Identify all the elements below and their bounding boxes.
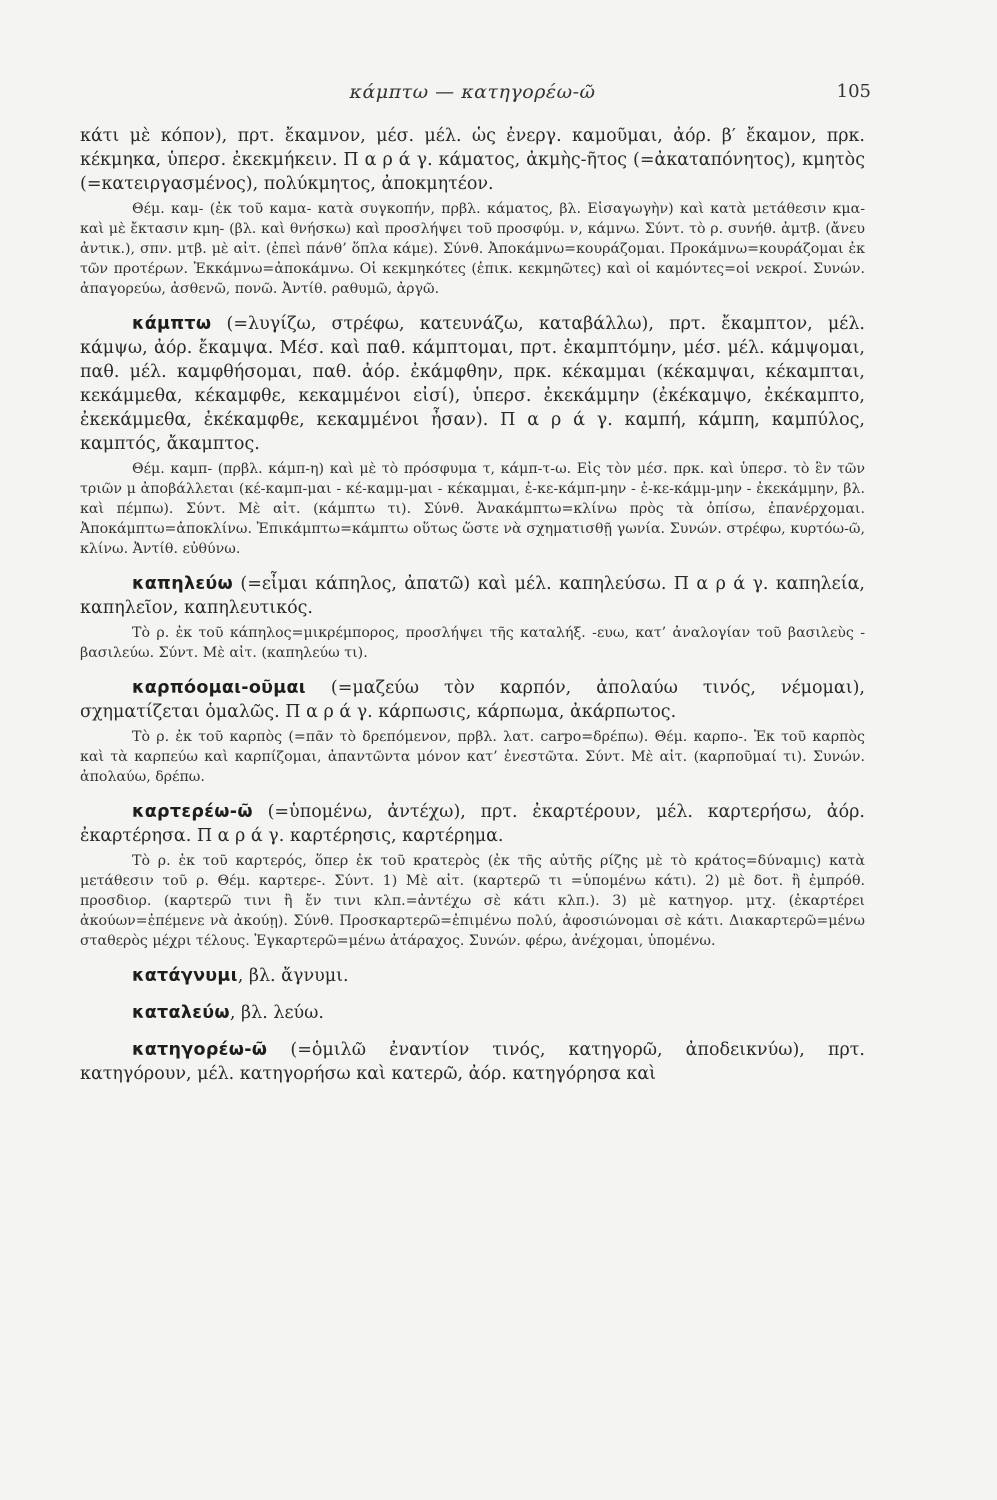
entry-kataleuo <box>80 1001 865 1025</box>
entry-body <box>80 312 865 456</box>
running-head-title: κάμπτω — κατηγορέω-ῶ <box>349 81 596 103</box>
entry-kategoreo <box>80 1038 865 1086</box>
entry-kampto <box>80 312 865 559</box>
headword: καρτερέω-ῶ <box>132 802 253 822</box>
headword: κάμπτω <box>132 314 212 334</box>
entry-body <box>80 1038 865 1086</box>
entry-text: , βλ. λεύω. <box>229 1003 324 1023</box>
entry-kartereo <box>80 800 865 951</box>
entry-text: , βλ. ἄγνυμι. <box>237 966 349 986</box>
entry-body <box>80 1001 865 1025</box>
entry-body <box>80 124 865 196</box>
entry-karpoomai <box>80 676 865 787</box>
entry-note: Θέμ. καμ- (ἐκ τοῦ καμα- κατὰ συγκοπήν, πρβλ. κάματος, βλ. Εἰσαγωγὴν) καὶ κατὰ μετάθεσιν κμα- καὶ μὲ ἔκτασιν κμη- (βλ. καὶ θνήσκω) καὶ προσλήψει τοῦ προσφύμ. ν, κάμνω. Σύντ. τὸ ρ. συνήθ. ἀμτβ. (ἄνευ ἀντικ.), σπν. μτβ. μὲ αἰτ. (ἐπεὶ πάνθ’ ὅπλα κάμε). Σύνθ. Ἀποκάμνω=κουράζομαι. Προκάμνω=κουράζομαι ἐκ τῶν προτέρων. Ἐκκάμνω=ἀποκάμνω. Οἱ κεκμηκότες (ἐπικ. κεκμηῶτες) καὶ οἱ καμόντες=οἱ νεκροί. Συνών. ἀπαγορεύω, ἀσθενῶ, πονῶ. Ἀντίθ. ραθυμῶ, ἀργῶ. <box>80 201 865 297</box>
entry-body <box>80 572 865 620</box>
entry-text: (=εἶμαι κάπηλος, ἀπατῶ) καὶ μέλ. καπηλεύσω. Π α ρ ά γ. καπηλεία, καπηλεῖον, καπηλευτικός. <box>80 574 865 618</box>
entry-katagnymi <box>80 964 865 988</box>
entry-continuation <box>80 124 865 299</box>
dictionary-page <box>80 75 871 1086</box>
entry-note: Τὸ ρ. ἐκ τοῦ κάπηλος=μικρέμπορος, προσλήψει τῆς καταλήξ. -ευω, κατ’ ἀναλογίαν τοῦ βασιλεὺς - βασιλεύω. Σύντ. Μὲ αἰτ. (καπηλεύω τι). <box>80 625 865 661</box>
entry-text: (=μαζεύω τὸν καρπόν, ἀπολαύω τινός, νέμομαι), σχηματίζεται ὁμαλῶς. Π α ρ ά γ. κάρπωσις, κάρπωμα, ἀκάρπωτος. <box>80 678 865 722</box>
page-number: 105 <box>836 81 871 102</box>
entry-text: (=ὁμιλῶ ἐναντίον τινός, κατηγορῶ, ἀποδεικνύω), πρτ. κατηγόρουν, μέλ. κατηγορήσω καὶ κατερῶ, ἀόρ. κατηγόρησα καὶ <box>80 1040 865 1084</box>
headword: καπηλεύω <box>132 574 233 594</box>
entry-text: (=ὑπομένω, ἀντέχω), πρτ. ἐκαρτέρουν, μέλ. καρτερήσω, ἀόρ. ἐκαρτέρησα. Π α ρ ά γ. καρτέρησις, καρτέρημα. <box>80 802 865 846</box>
running-head <box>80 75 871 111</box>
headword: κατάγνυμι <box>132 966 238 986</box>
headword: καταλεύω <box>132 1003 230 1023</box>
entry-body <box>80 800 865 848</box>
headword: κατηγορέω-ῶ <box>132 1040 268 1060</box>
entry-body <box>80 676 865 724</box>
entry-kapeleuo <box>80 572 865 663</box>
entry-text: (=λυγίζω, στρέφω, κατευνάζω, καταβάλλω), πρτ. ἔκαμπτον, μέλ. κάμψω, ἀόρ. ἔκαμψα. Μέσ. καὶ παθ. κάμπτομαι, πρτ. ἐκαμπτόμην, μέσ. μέλ. κάμψομαι, παθ. μέλ. καμφθήσομαι, παθ. ἀόρ. ἐκάμφθην, πρκ. κέκαμμαι (κέκαμψαι, κέκαμπται, κεκάμμεθα, κέκαμφθε, κεκαμμένοι εἰσί), ὑπερσ. ἐκεκάμμην (ἐκέκαμψο, ἐκέκαμπτο, ἐκεκάμμεθα, ἐκέκαμφθε, κεκαμμένοι ἦσαν). Π α ρ ά γ. καμπή, κάμπη, καμπύλος, καμπτός, ἄκαμπτος. <box>80 314 865 454</box>
entry-note: Θέμ. καμπ- (πρβλ. κάμπ-η) καὶ μὲ τὸ πρόσφυμα τ, κάμπ-τ-ω. Εἰς τὸν μέσ. πρκ. καὶ ὑπερσ. τὸ ἓν τῶν τριῶν μ ἀποβάλλεται (κέ-καμπ-μαι - κέ-καμμ-μαι - κέκαμμαι, ἐ-κε-κάμπ-μην - ἐ-κε-κάμμ-μην - ἐκεκάμμην, βλ. καὶ πέμπω). Σύντ. Μὲ αἰτ. (κάμπτω τι). Σύνθ. Ἀνακάμπτω=κλίνω πρὸς τὰ ὀπίσω, ἐπανέρχομαι. Ἀποκάμπτω=ἀποκλίνω. Ἐπικάμπτω=κάμπτω οὕτως ὥστε νὰ σχηματισθῇ γωνία. Συνών. στρέφω, κυρτόω-ῶ, κλίνω. Ἀντίθ. εὐθύνω. <box>80 461 865 557</box>
headword: καρπόομαι-οῦμαι <box>132 678 306 698</box>
entry-body <box>80 964 865 988</box>
entry-note: Τὸ ρ. ἐκ τοῦ καρτερός, ὅπερ ἐκ τοῦ κρατερὸς (ἐκ τῆς αὐτῆς ρίζης μὲ τὸ κράτος=δύναμις) κατὰ μετάθεσιν τοῦ ρ. Θέμ. καρτερε-. Σύντ. 1) Μὲ αἰτ. (καρτερῶ τι =ὑπομένω κάτι). 2) μὲ δοτ. ἢ ἐμπρόθ. προσδιορ. (καρτερῶ τινι ἢ ἔν τινι κλπ.=ἀντέχω σὲ κάτι κλπ.). 3) μὲ κατηγορ. μτχ. (ἐκαρτέρει ἀκούων=ἐπέμενε νὰ ἀκούῃ). Σύνθ. Προσκαρτερῶ=ἐπιμένω πολύ, ἀφοσιώνομαι σὲ κάτι. Διακαρτερῶ=μένω σταθερὸς μέχρι τέλους. Ἐγκαρτερῶ=μένω ἀτάραχος. Συνών. φέρω, ἀνέχομαι, ὑπομένω. <box>80 853 865 949</box>
entry-text: κάτι μὲ κόπον), πρτ. ἔκαμνον, μέσ. μέλ. ὡς ἐνεργ. καμοῦμαι, ἀόρ. β′ ἔκαμον, πρκ. κέκμηκα, ὑπερσ. ἐκεκμήκειν. Π α ρ ά γ. κάματος, ἀκμὴς-ῆτος (=ἀκαταπόνητος), κμητὸς (=κατειργασμένος), πολύκμητος, ἀποκμητέον. <box>80 126 865 194</box>
entry-note: Τὸ ρ. ἐκ τοῦ καρπὸς (=πᾶν τὸ δρεπόμενον, πρβλ. λατ. carpo=δρέπω). Θέμ. καρπο-. Ἐκ τοῦ καρπὸς καὶ τὰ καρπεύω καὶ καρπίζομαι, ἀπαντῶντα μόνον κατ’ ἐνεστῶτα. Σύντ. Μὲ αἰτ. (καρποῦμαί τι). Συνών. ἀπολαύω, δρέπω. <box>80 729 865 785</box>
